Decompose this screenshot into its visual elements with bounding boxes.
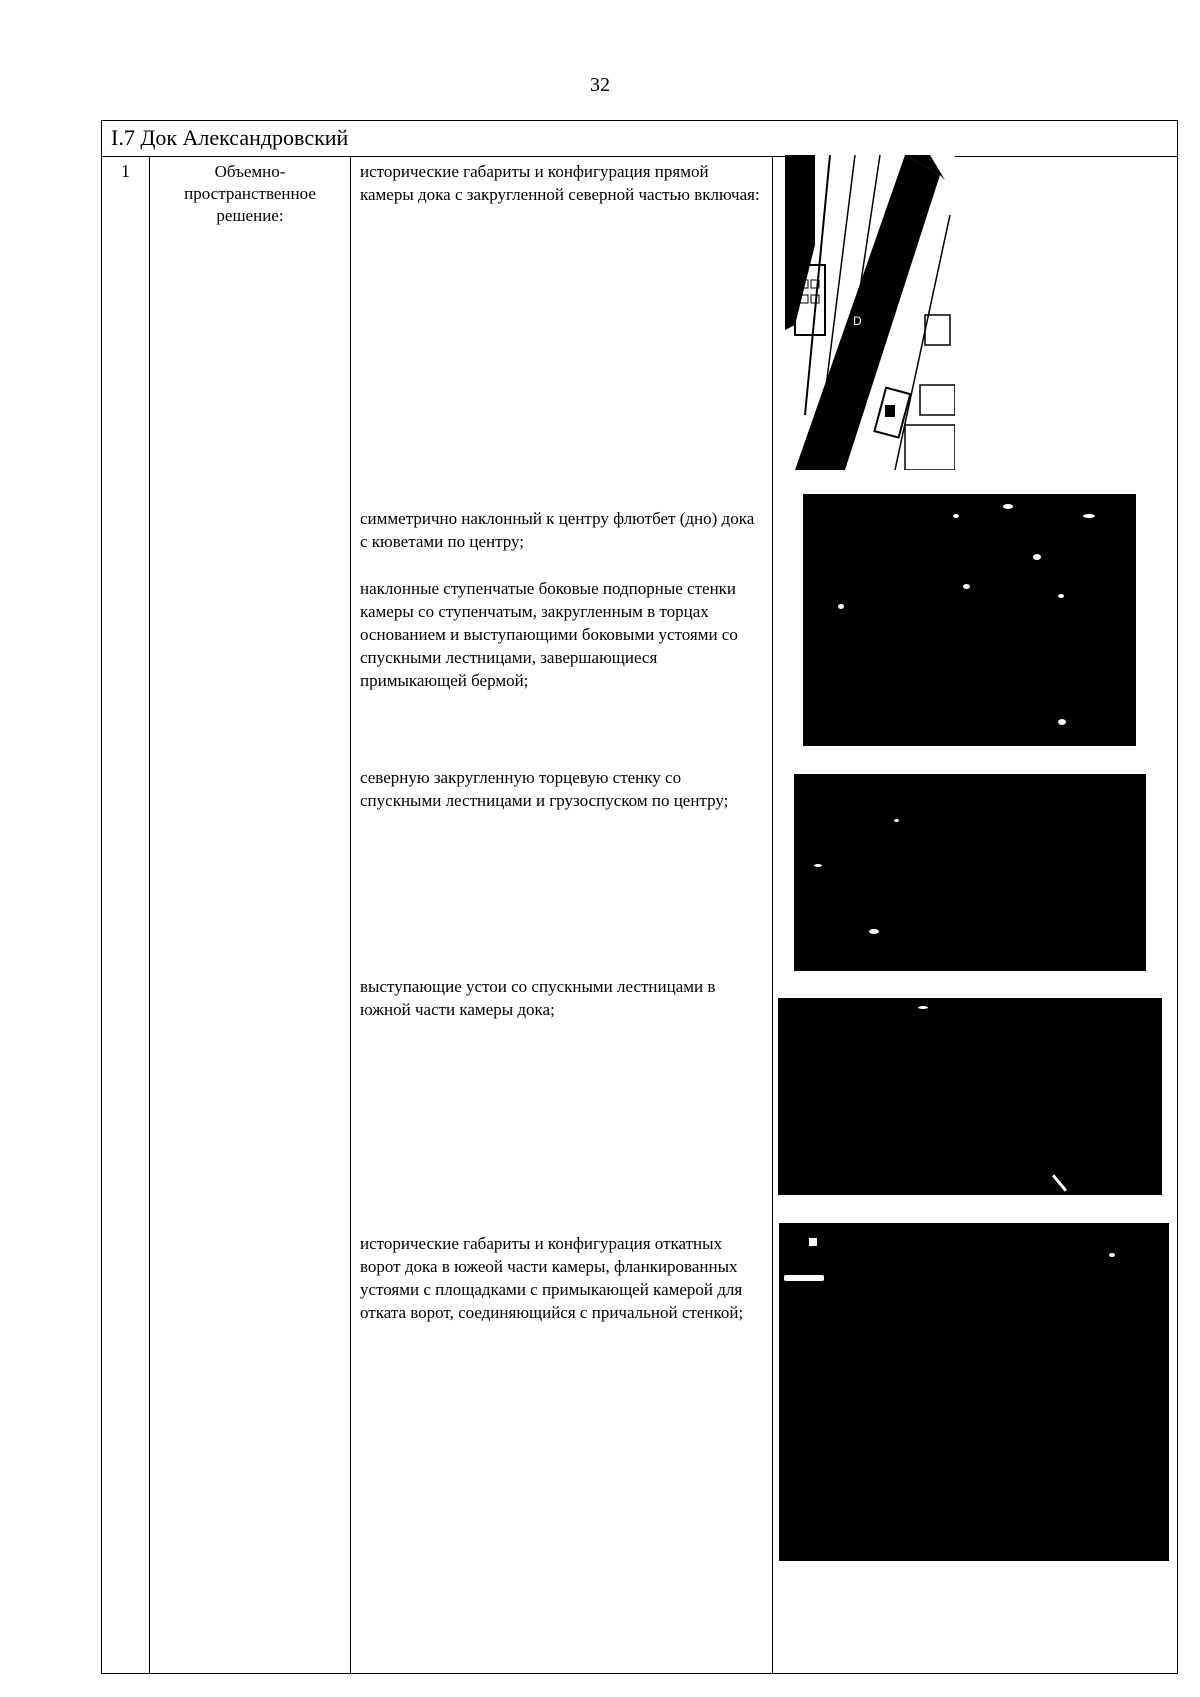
map-label: D [853, 314, 862, 328]
column-divider [149, 157, 150, 1673]
column-divider [772, 157, 773, 1673]
item-description: исторические габариты и конфигурация прямой камеры дока с закругленной северной частью включая: [360, 162, 760, 204]
item-description: северную закругленную торцевую стенку со спускными лестницами и грузоспуском по центру; [360, 768, 729, 810]
item-description: выступающие устои со спускными лестницами в южной части камеры дока; [360, 977, 716, 1019]
site-plan-map [785, 155, 955, 470]
page-number: 32 [590, 74, 610, 96]
item-description: наклонные ступенчатые боковые подпорные стенки камеры со ступенчатым, закругленным в торцах основанием и выступающими боковыми устоями со спускными лестницами, завершающиеся примыкающей бермой; [360, 579, 738, 690]
dock-photo [778, 998, 1162, 1195]
dock-photo [803, 494, 1136, 746]
row-number: 1 [121, 161, 130, 181]
column-divider [350, 157, 351, 1673]
dock-photo [794, 774, 1146, 971]
section-title: I.7 Док Александровский [102, 121, 1177, 157]
item-description: симметрично наклонный к центру флютбет (дно) дока с кюветами по центру; [360, 509, 755, 551]
row-heading: Объемно-пространственное решение: [184, 162, 316, 225]
dock-photo [779, 1223, 1169, 1561]
item-description: исторические габариты и конфигурация откатных ворот дока в южеой части камеры, фланкированных устоями с площадками с примыкающей камерой для отката ворот, соединяющийся с причальной стенкой; [360, 1234, 744, 1322]
